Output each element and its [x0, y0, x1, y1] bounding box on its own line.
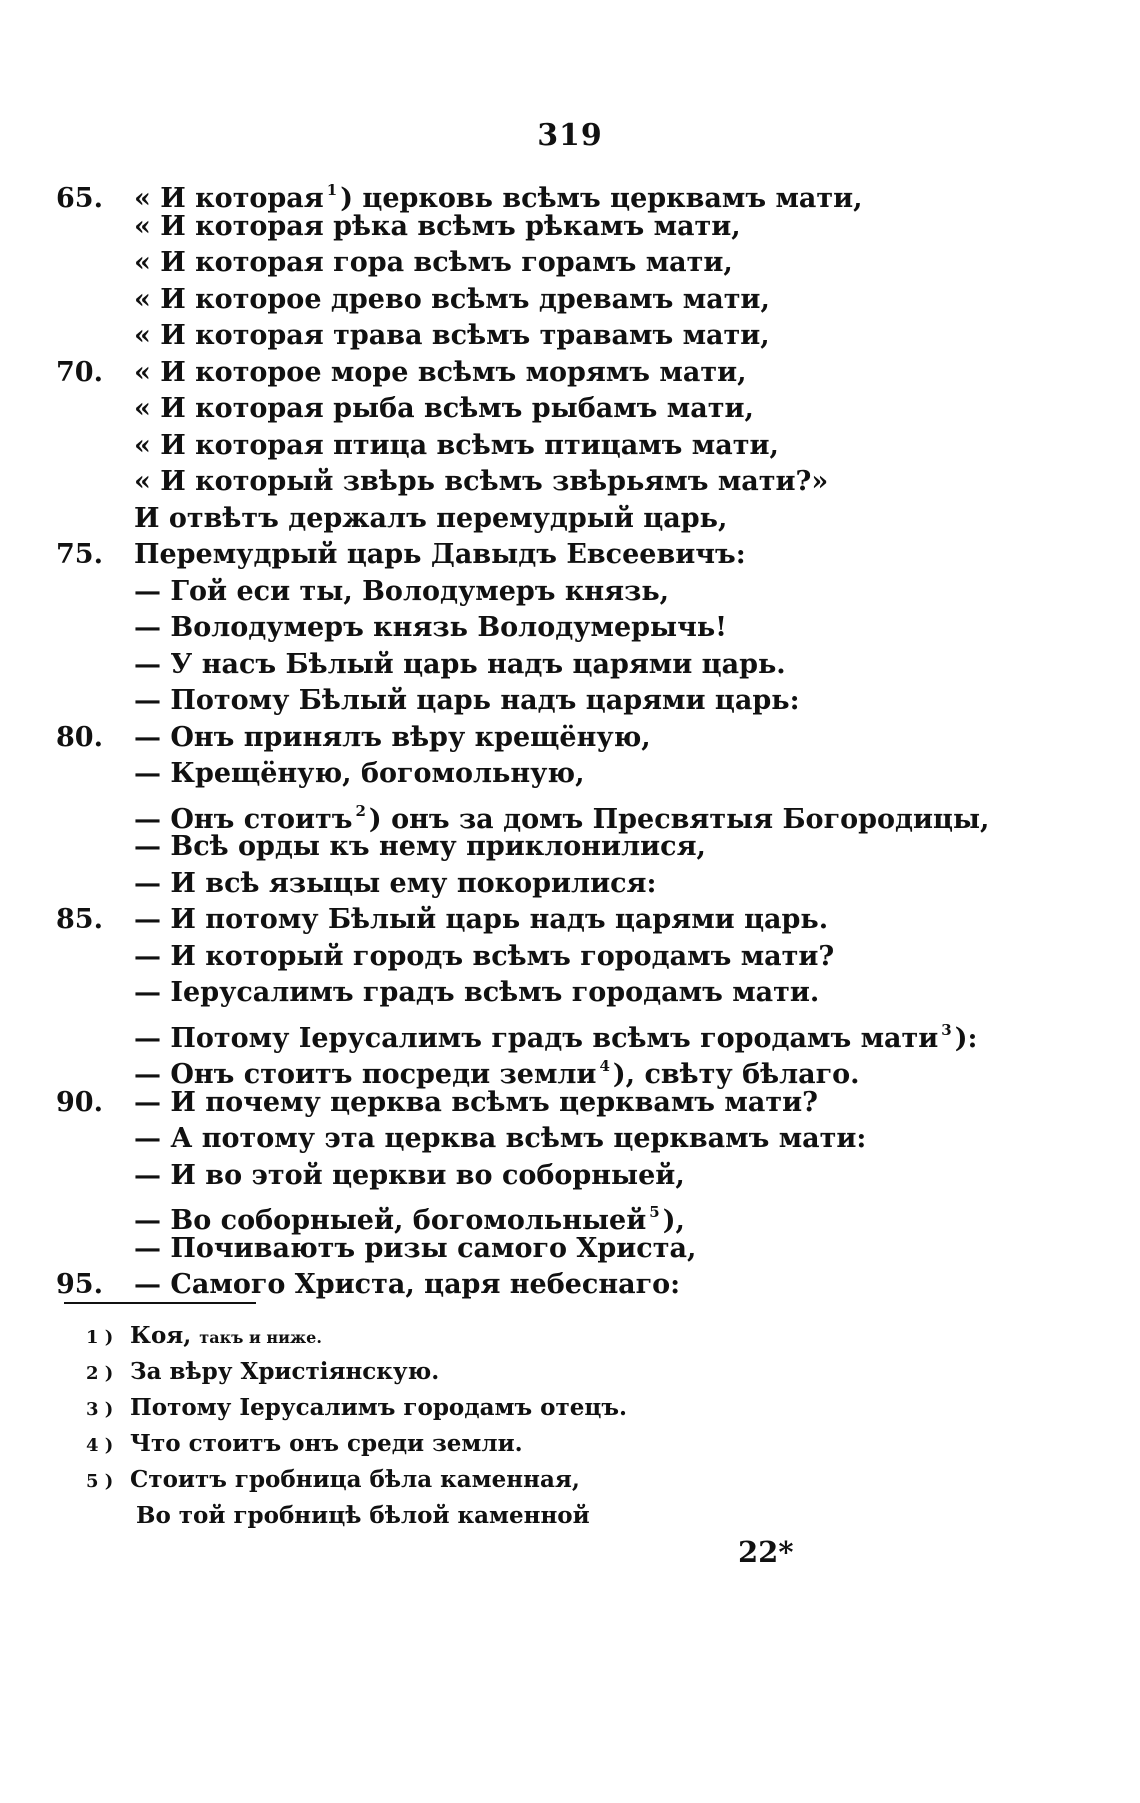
verse-text [134, 1231, 696, 1268]
verse-text [134, 720, 651, 757]
verse-line [56, 647, 1116, 684]
footnote-mark: 2 ) [86, 1363, 114, 1384]
verse-text-main: — Всѣ орды къ нему приклонилися, [134, 831, 706, 862]
footnote-mark: 5 ) [86, 1471, 114, 1492]
footnote-text: Что стоитъ онъ среди земли. [130, 1430, 523, 1457]
verse-number: 85. [56, 904, 103, 935]
verse-text-tail: ), [662, 1205, 685, 1236]
footnote-4 [86, 1426, 1086, 1462]
verse-line [56, 683, 1116, 720]
verse-text-main: — А потому эта церква всѣмъ церквамъ мати: [134, 1123, 867, 1154]
verse-line [56, 1121, 1116, 1158]
verse-text-main: « И которая рѣка всѣмъ рѣкамъ мати, [134, 210, 741, 242]
footnote-2 [86, 1354, 1086, 1390]
verse-line [56, 1194, 1116, 1236]
footnote-text: Коя, [130, 1322, 192, 1349]
verse-text-main: — Онъ стоитъ [134, 803, 353, 835]
verse-text [134, 866, 656, 903]
verse-text [134, 355, 747, 392]
footnote-3 [86, 1390, 1086, 1426]
verse-line [56, 975, 1116, 1012]
verse-line [56, 1012, 1116, 1054]
page-number: 319 [537, 118, 603, 153]
verse-line [56, 282, 1116, 319]
verse-text [134, 829, 706, 866]
verse-text [134, 1158, 685, 1195]
verse-number: 80. [56, 721, 103, 753]
verse-text [134, 756, 584, 793]
verse-line [56, 1085, 1116, 1122]
verse-text-main: — Онъ принялъ вѣру крещёную, [134, 721, 651, 753]
verse-text [134, 464, 828, 501]
verse-number: 90. [56, 1086, 103, 1118]
verse-line [56, 428, 1116, 465]
verse-text [134, 574, 669, 611]
verse-text-main: — И почему церква всѣмъ церквамъ мати? [134, 1086, 818, 1118]
verse-line [56, 1158, 1116, 1195]
verse-text-main: « И которая птица всѣмъ птицамъ мати, [134, 429, 779, 461]
verse-line [56, 501, 1116, 538]
verse-text [134, 1267, 680, 1304]
footnote-mark: 1 ) [86, 1327, 114, 1348]
verse-text [134, 245, 733, 282]
verse-line [56, 574, 1116, 611]
footnote-1 [86, 1318, 1086, 1354]
verse-text-main: — Почиваютъ ризы самого Христа, [134, 1232, 697, 1264]
verse-text [134, 902, 828, 939]
verse-text-main: « И которая гора всѣмъ горамъ мати, [134, 247, 733, 278]
verse-line [56, 209, 1116, 246]
verse-text [134, 647, 786, 684]
verse-text [134, 1085, 818, 1122]
verse-text-main: — Самого Христа, царя небеснаго: [134, 1269, 681, 1300]
footnote-5 [86, 1462, 1086, 1498]
footnote-mark: 4 ) [86, 1435, 114, 1456]
verse-text-main: — У насъ Бѣлый царь надъ царями царь. [134, 648, 786, 680]
verse-text-main: — Іерусалимъ градъ всѣмъ городамъ мати. [134, 977, 820, 1008]
verse-line [56, 1231, 1116, 1268]
verse-text-main: — Потому Бѣлый царь надъ царями царь: [134, 685, 800, 716]
verse-text-tail: ) церковь всѣмъ церквамъ мати, [340, 183, 863, 214]
verse-text [134, 610, 727, 647]
verse-text-main: « И который звѣрь всѣмъ звѣрьямъ мати?» [134, 466, 829, 497]
verse-line [56, 1048, 1116, 1090]
verse-text-main: « И которое море всѣмъ морямъ мати, [134, 356, 747, 388]
verse-text-main: Перемудрый царь Давыдъ Евсеевичъ: [134, 539, 746, 570]
verse-text [134, 975, 819, 1012]
verse-line [56, 902, 1116, 939]
verse-text-main: — Гой еси ты, Володумеръ князь, [134, 575, 670, 607]
footnote-5-continuation [86, 1498, 1086, 1534]
verse-text-main: — И который городъ всѣмъ городамъ мати? [134, 940, 835, 972]
verse-line [56, 793, 1116, 835]
verse-line [56, 610, 1116, 647]
verse-line [56, 866, 1116, 903]
footnote-text: За вѣру Христіянскую. [130, 1358, 440, 1385]
verse-text [134, 318, 770, 355]
footnote-text: Стоитъ гробница бѣла каменная, [130, 1466, 580, 1493]
verse-text [134, 537, 746, 574]
verse-text-main: — Потому Іерусалимъ градъ всѣмъ городамъ мати [134, 1022, 939, 1054]
verse-line [56, 355, 1116, 392]
verse-line [56, 464, 1116, 501]
footnote-mark: 3 ) [86, 1399, 114, 1420]
verse-line [56, 829, 1116, 866]
verse-line [56, 391, 1116, 428]
verse-text-tail: ), свѣту бѣлаго. [612, 1059, 860, 1090]
verse-number: 95. [56, 1269, 103, 1300]
signature-mark: 22* [738, 1535, 794, 1569]
verse-line [56, 537, 1116, 574]
verse-number: 65. [56, 183, 103, 214]
verse-line [56, 756, 1116, 793]
verse-text-main: И отвѣтъ держалъ перемудрый царь, [134, 502, 728, 534]
footnote-reference: 5 [649, 1203, 660, 1221]
verse-text [134, 209, 741, 246]
footnote-text: Во той гробницѣ бѣлой каменной [136, 1502, 590, 1529]
footnote-text: Потому Іерусалимъ городамъ отецъ. [130, 1394, 627, 1421]
verse-text [134, 282, 770, 319]
verse-text [134, 391, 754, 428]
verse-text [134, 1121, 866, 1158]
verse-text-main: — Крещёную, богомольную, [134, 758, 585, 789]
footnote-divider [64, 1302, 256, 1304]
verse-text-main: — И всѣ языцы ему покорилися: [134, 867, 657, 899]
footnote-reference: 2 [355, 801, 366, 820]
verse-line [56, 245, 1116, 282]
verse-text-tail: ) онъ за домъ Пресвятыя Богородицы, [368, 803, 990, 835]
verse-text [134, 501, 727, 538]
verse-text [134, 939, 834, 976]
verse-text [134, 683, 800, 720]
verse-text-tail: ): [954, 1022, 978, 1054]
verse-text-main: — И потому Бѣлый царь надъ царями царь. [134, 904, 829, 935]
verse-text-main: « И которое древо всѣмъ древамъ мати, [134, 283, 770, 315]
verse-number: 75. [56, 539, 103, 570]
footnote-reference: 1 [326, 181, 338, 199]
footnote-reference: 4 [599, 1057, 610, 1075]
verse-line [56, 939, 1116, 976]
verse-text-main: — Онъ стоитъ посреди земли [134, 1059, 597, 1090]
verse-line [56, 318, 1116, 355]
verse-line [56, 172, 1116, 214]
verse-text-main: « И которая [134, 183, 324, 214]
verse-text [134, 428, 779, 465]
verse-text-main: « И которая рыба всѣмъ рыбамъ мати, [134, 393, 754, 424]
verse-number: 70. [56, 356, 103, 388]
footnote-small-text: такъ и ниже. [199, 1328, 322, 1347]
verse-text-main: — И во этой церкви во соборныей, [134, 1159, 685, 1191]
verse-line [56, 720, 1116, 757]
verse-text-main: — Володумеръ князь Володумерычь! [134, 612, 728, 643]
footnotes [86, 1318, 1086, 1534]
verse-text-main: « И которая трава всѣмъ травамъ мати, [134, 320, 770, 351]
verse-block [56, 172, 1116, 1304]
verse-line [56, 1267, 1116, 1304]
footnote-reference: 3 [941, 1020, 952, 1039]
verse-text-main: — Во соборныей, богомольныей [134, 1205, 647, 1236]
